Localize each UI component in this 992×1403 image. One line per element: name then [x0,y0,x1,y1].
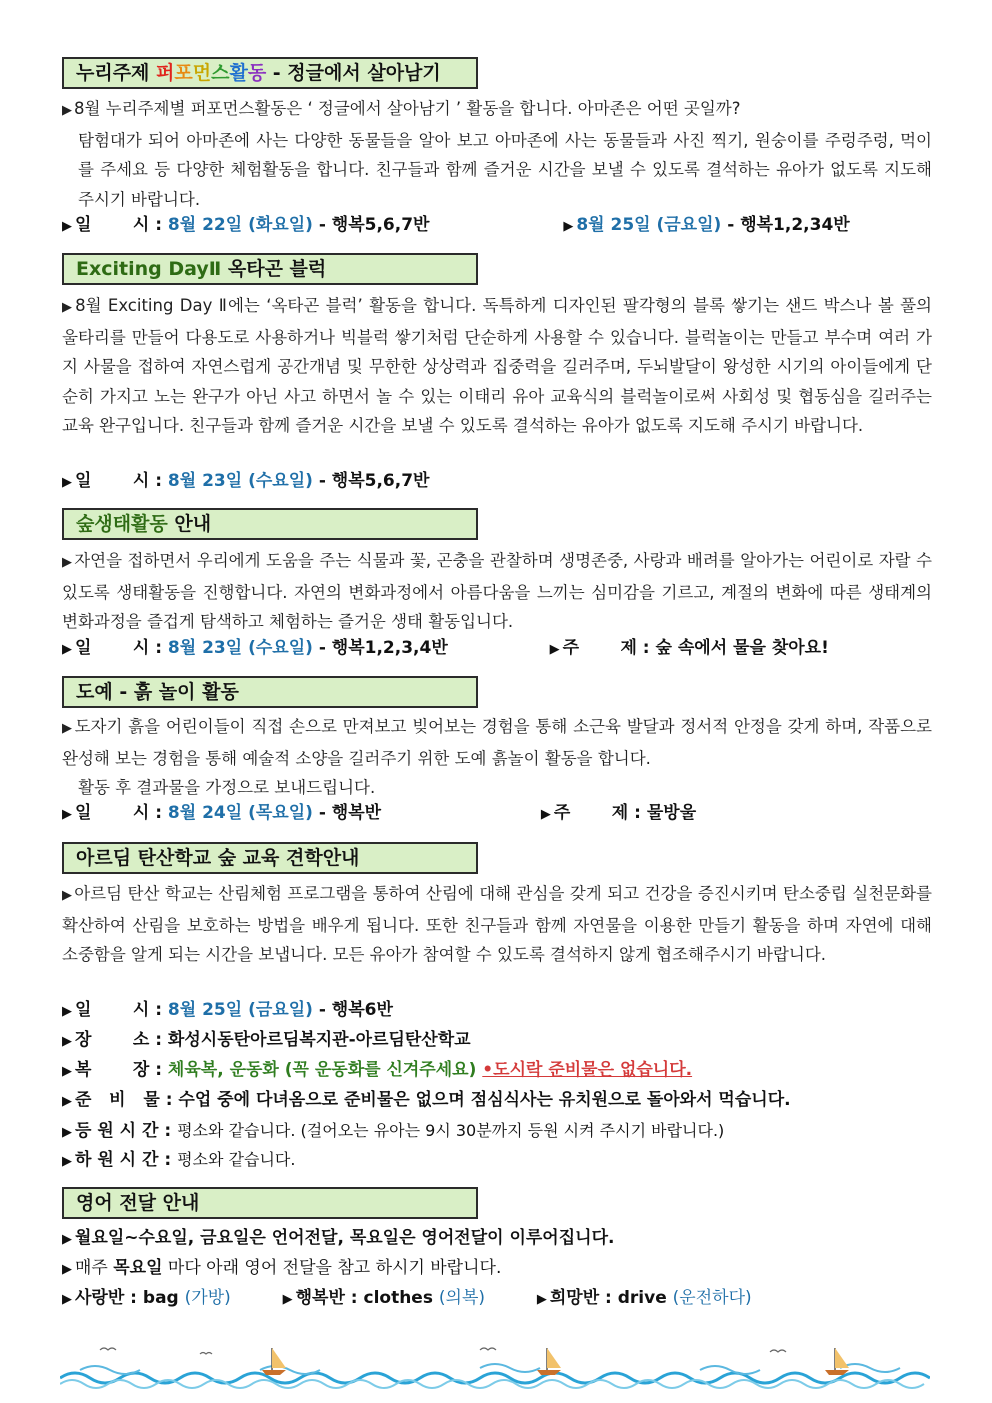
info-date-forest-ecology: ▶ 일 시 : 8월 23일 (수요일) - 행복1,2,3,4반 ▶ 주 제 : 숲 속에서 물을 찾아요! [62,638,829,658]
section-body-ardim-school: ▶ 아르딤 탄산 학교는 산림체험 프로그램을 통하여 산림에 대해 관심을 갖게 되고 건강을 증진시키며 탄소중립 실천문화를 확산하여 산림을 보호하는 방법을 배우게 됩니다. 또한 친구들과 함께 자연물을 이용한 만들기 활동을 하며 자연에 대해 소중함을 알게 되는 시간을 보냅니다. 모든 유아가 참여할 수 있도록 결석하지 않게 협조해주시기 바랍니다. [62,884,932,965]
bullet-arrow-icon: ▶ [62,219,72,234]
bullet-arrow-icon: ▶ [62,1034,72,1049]
sea-waves-decoration [60,1340,930,1390]
info-english-thursday: ▶ 매주 목요일 마다 아래 영어 전달을 참고 하시기 바랍니다. [62,1258,502,1278]
info-arrival-ardim: ▶ 등 원 시 간 : 평소와 같습니다. (걸어오는 유아는 9시 30분까지 등원 시켜 주시기 바랍니다.) [62,1121,725,1141]
bullet-arrow-icon: ▶ [549,642,560,657]
info-date-exciting-day: ▶ 일 시 : 8월 23일 (수요일) - 행복5,6,7반 [62,471,430,491]
info-supplies-ardim: ▶ 준 비 물 : 수업 중에 다녀옴으로 준비물은 없으며 점심식사는 유치원으로 돌아와서 먹습니다. [62,1090,791,1110]
bullet-arrow-icon: ▶ [62,1292,72,1307]
bullet-arrow-icon: ▶ [62,300,74,315]
bullet-arrow-icon: ▶ [62,1154,72,1169]
bullet-arrow-icon: ▶ [62,1262,72,1277]
info-date-performance: ▶ 일 시 : 8월 22일 (화요일) - 행복5,6,7반 ▶ 8월 25일 (금요일) - 행복1,2,34반 [62,215,850,235]
info-clothing-ardim: ▶ 복 장 : 체육복, 운동화 (꼭 운동화를 신겨주세요) •도시락 준비물은 없습니다. [62,1060,693,1080]
section-body-exciting-day: ▶ 8월 Exciting Day Ⅱ에는 ‘옥타곤 블럭’ 활동을 합니다. 독특하게 디자인된 팔각형의 블록 쌓기는 샌드 박스나 볼 풀의 울타리를 만들어 다용도로 사용하거나 빅블럭 쌓기처럼 단순하게 사용할 수 있습니다. 블럭놀이는 만들고 부수며 여러 가지 사물을 접하여 자연스럽게 공간개념 및 무한한 상상력과 집중력을 길러주며, 두뇌발달이 왕성한 시기의 아이들에게 단순히 가지고 노는 완구가 아닌 사고 하면서 놀 수 있는 이태리 유아 교육식의 블럭놀이로써 사회성 및 협동심을 길러주는 교육 완구입니다. 친구들과 함께 즐거운 시간을 보낼 수 있도록 결석하는 유아가 없도록 지도해 주시기 바랍니다. [62,296,932,436]
info-departure-ardim: ▶ 하 원 시 간 : 평소와 같습니다. [62,1150,296,1170]
section-title-forest-ecology: 숲생태활동 안내 [62,508,478,540]
bullet-arrow-icon: ▶ [536,1292,547,1307]
wave-band [60,1364,930,1388]
section-title-pottery: 도예 - 흙 놀이 활동 [62,676,478,708]
bullet-arrow-icon: ▶ [563,219,574,234]
info-english-schedule: ▶ 월요일~수요일, 금요일은 언어전달, 목요일은 영어전달이 이루어집니다. [62,1228,615,1248]
bullet-arrow-icon: ▶ [282,1292,293,1307]
bullet-arrow-icon: ▶ [62,103,72,118]
bullet-arrow-icon: ▶ [62,555,73,570]
section-body-pottery: ▶ 도자기 흙을 어린이들이 직접 손으로 만져보고 빚어보는 경험을 통해 소근육 발달과 정서적 안정을 갖게 하며, 작품으로 완성해 보는 경험을 통해 예술적 소양을 길러주기 위한 도예 흙놀이 활동을 합니다. 활동 후 결과물을 가정으로 보내드립니다. [62,717,932,798]
bullet-arrow-icon: ▶ [62,642,72,657]
bullet-arrow-icon: ▶ [62,807,72,822]
info-date-ardim: ▶ 일 시 : 8월 25일 (금요일) - 행복6반 [62,1000,393,1020]
info-place-ardim: ▶ 장 소 : 화성시동탄아르딤복지관-아르딤탄산학교 [62,1030,471,1050]
section-title-english: 영어 전달 안내 [62,1187,478,1219]
seagull-icon [100,1348,786,1354]
bullet-arrow-icon: ▶ [62,1064,72,1079]
section-title-performance: 누리주제 퍼포먼스활동 - 정글에서 살아남기 [62,57,478,89]
bullet-arrow-icon: ▶ [62,1004,72,1019]
bullet-arrow-icon: ▶ [62,1232,72,1247]
section-title-exciting-day: Exciting DayⅡ 옥타곤 블럭 [62,253,478,285]
bullet-arrow-icon: ▶ [62,1094,72,1109]
sailboat-icon [262,1348,849,1375]
bullet-arrow-icon: ▶ [62,1125,72,1140]
info-date-pottery: ▶ 일 시 : 8월 24일 (목요일) - 행복반 ▶ 주 제 : 물방울 [62,803,697,823]
bullet-arrow-icon: ▶ [62,475,72,490]
section-body-performance: ▶ 8월 누리주제별 퍼포먼스활동은 ‘ 정글에서 살아남기 ’ 활동을 합니다. 아마존은 어떤 곳일까? 탐험대가 되어 아마존에 사는 다양한 동물들을 알아 보고 아마존에 사는 동물들과 사진 찍기, 원숭이를 주렁주렁, 먹이를 주세요 등 다양한 체험활동을 합니다. 친구들과 함께 즐거운 시간을 보낼 수 있도록 결석하는 유아가 없도록 지도해 주시기 바랍니다. [62,99,932,209]
info-english-words: ▶ 사랑반 : bag (가방) ▶ 행복반 : clothes (의복) ▶ 희망반 : drive (운전하다) [62,1288,752,1308]
section-body-forest-ecology: ▶ 자연을 접하면서 우리에게 도움을 주는 식물과 꽃, 곤충을 관찰하며 생명존중, 사랑과 배려를 알아가는 어린이로 자랄 수 있도록 생태활동을 진행합니다. 자연의 변화과정에서 아름다움을 느끼는 심미감을 기르고, 계절의 변화에 따른 생태계의 변화과정을 즐겁게 탐색하고 체험하는 즐거운 생태 활동입니다. [62,551,932,632]
bullet-arrow-icon: ▶ [540,807,551,822]
bullet-arrow-icon: ▶ [62,888,73,903]
bullet-arrow-icon: ▶ [62,721,73,736]
section-title-ardim-school: 아르딤 탄산학교 숲 교육 견학안내 [62,842,478,874]
